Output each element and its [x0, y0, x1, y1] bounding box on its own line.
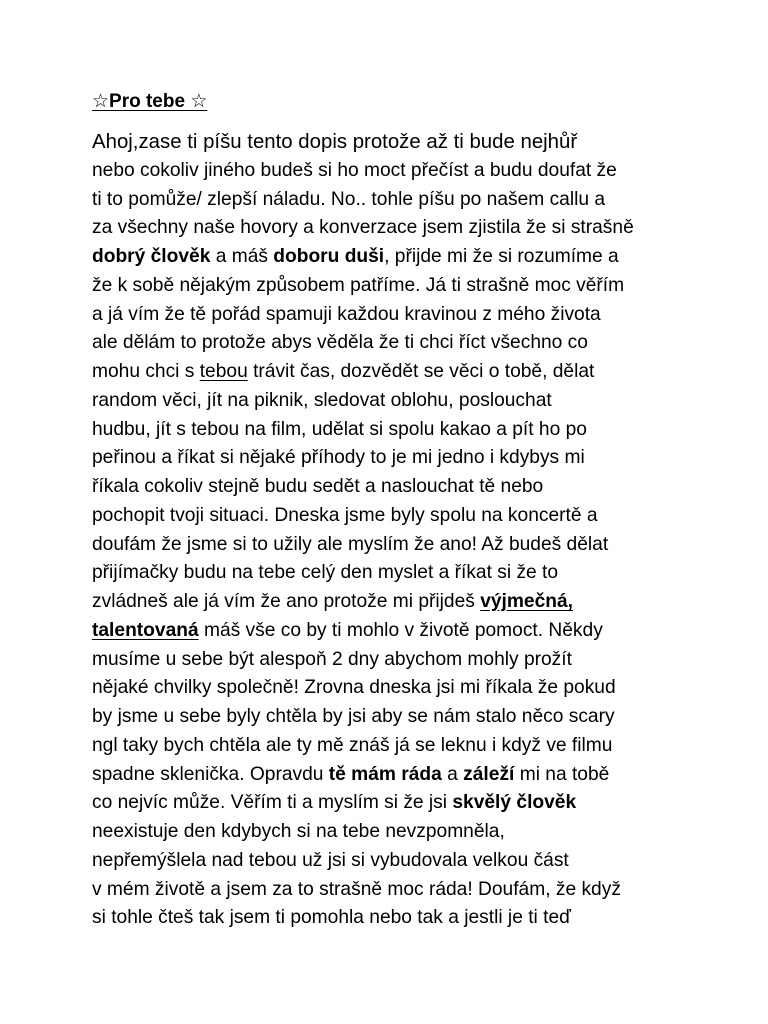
text-line: talentovaná máš vše co by ti mohlo v životě pomoct. Někdy: [92, 619, 603, 641]
text-line: spadne sklenička. Opravdu tě mám ráda a záleží mi na tobě: [92, 763, 610, 785]
bold-underlined-phrase: výjmečná,: [480, 591, 574, 612]
bold-phrase: záleží: [463, 763, 515, 785]
text-line: ti to pomůže/ zlepší náladu. No.. tohle píšu po našem callu a: [92, 188, 606, 210]
text-line: nepřemýšlela nad tebou už jsi si vybudovala velkou část: [92, 849, 569, 871]
bold-phrase: dobrý člověk: [92, 246, 211, 267]
text-line: pochopit tvoji situaci. Dneska jsme byly spolu na koncertě a: [92, 504, 598, 526]
text-line: si tohle čteš tak jsem ti pomohla nebo tak a jestli je ti teď: [92, 907, 571, 929]
text-line: peřinou a říkat si nějaké příhody to je mi jedno i kdybys mi: [92, 447, 585, 469]
text-line: by jsme u sebe byly chtěla by jsi aby se nám stalo něco scary: [92, 706, 615, 727]
text-line: říkala cokoliv stejně budu sedět a naslouchat tě nebo: [92, 476, 544, 497]
text-line: ale dělám to protože abys věděla že ti chci říct všechno co: [92, 332, 588, 354]
bold-phrase: doboru duši: [273, 246, 385, 267]
text-line: přijímačky budu na tebe celý den myslet a říkat si že to: [92, 562, 559, 584]
text-line: ngl taky bych chtěla ale ty mě znáš já se leknu i když ve filmu: [92, 734, 613, 756]
text-line: doufám že jsme si to užily ale myslím že ano! Až budeš dělat: [92, 533, 609, 555]
text-line: random věci, jít na piknik, sledovat oblohu, poslouchat: [92, 389, 552, 411]
text-line: mohu chci s tebou trávit čas, dozvědět se věci o tobě, dělat: [92, 361, 595, 382]
text-line: dobrý člověk a máš doboru duši, přijde mi že si rozumíme a: [92, 246, 619, 267]
text-line: neexistuje den kdybych si na tebe nevzpomněla,: [92, 821, 505, 842]
letter-body: [92, 128, 692, 933]
underlined-word: tebou: [199, 361, 248, 382]
text-line: za všechny naše hovory a konverzace jsem zjistila že si strašně: [92, 217, 634, 239]
text-line: a já vím že tě pořád spamuji každou kravinou z mého života: [92, 303, 601, 325]
text-line: hudbu, jít s tebou na film, udělat si spolu kakao a pít ho po: [92, 418, 587, 440]
bold-phrase: tě mám ráda: [328, 763, 442, 785]
letter-title: ☆Pro tebe ☆: [92, 91, 208, 112]
text-line: nebo cokoliv jiného budeš si ho moct přečíst a budu doufat že: [92, 159, 617, 181]
text-line: nějaké chvilky společně! Zrovna dneska jsi mi říkala že pokud: [92, 677, 616, 699]
text-line: co nejvíc může. Věřím ti a myslím si že jsi skvělý člověk: [92, 792, 577, 814]
bold-phrase: skvělý člověk: [452, 792, 577, 814]
text-line: zvládneš ale já vím že ano protože mi přijdeš výjmečná,: [92, 591, 574, 612]
text-line: musíme u sebe být alespoň 2 dny abychom mohly prožít: [92, 648, 572, 670]
bold-underlined-phrase: talentovaná: [92, 619, 199, 641]
text-line: v mém životě a jsem za to strašně moc ráda! Doufám, že když: [92, 878, 621, 900]
text-line: že k sobě nějakým způsobem patříme. Já ti strašně moc věřím: [92, 274, 625, 296]
text-line: Ahoj,zase ti píšu tento dopis protože až ti bude nejhůř: [92, 131, 578, 153]
